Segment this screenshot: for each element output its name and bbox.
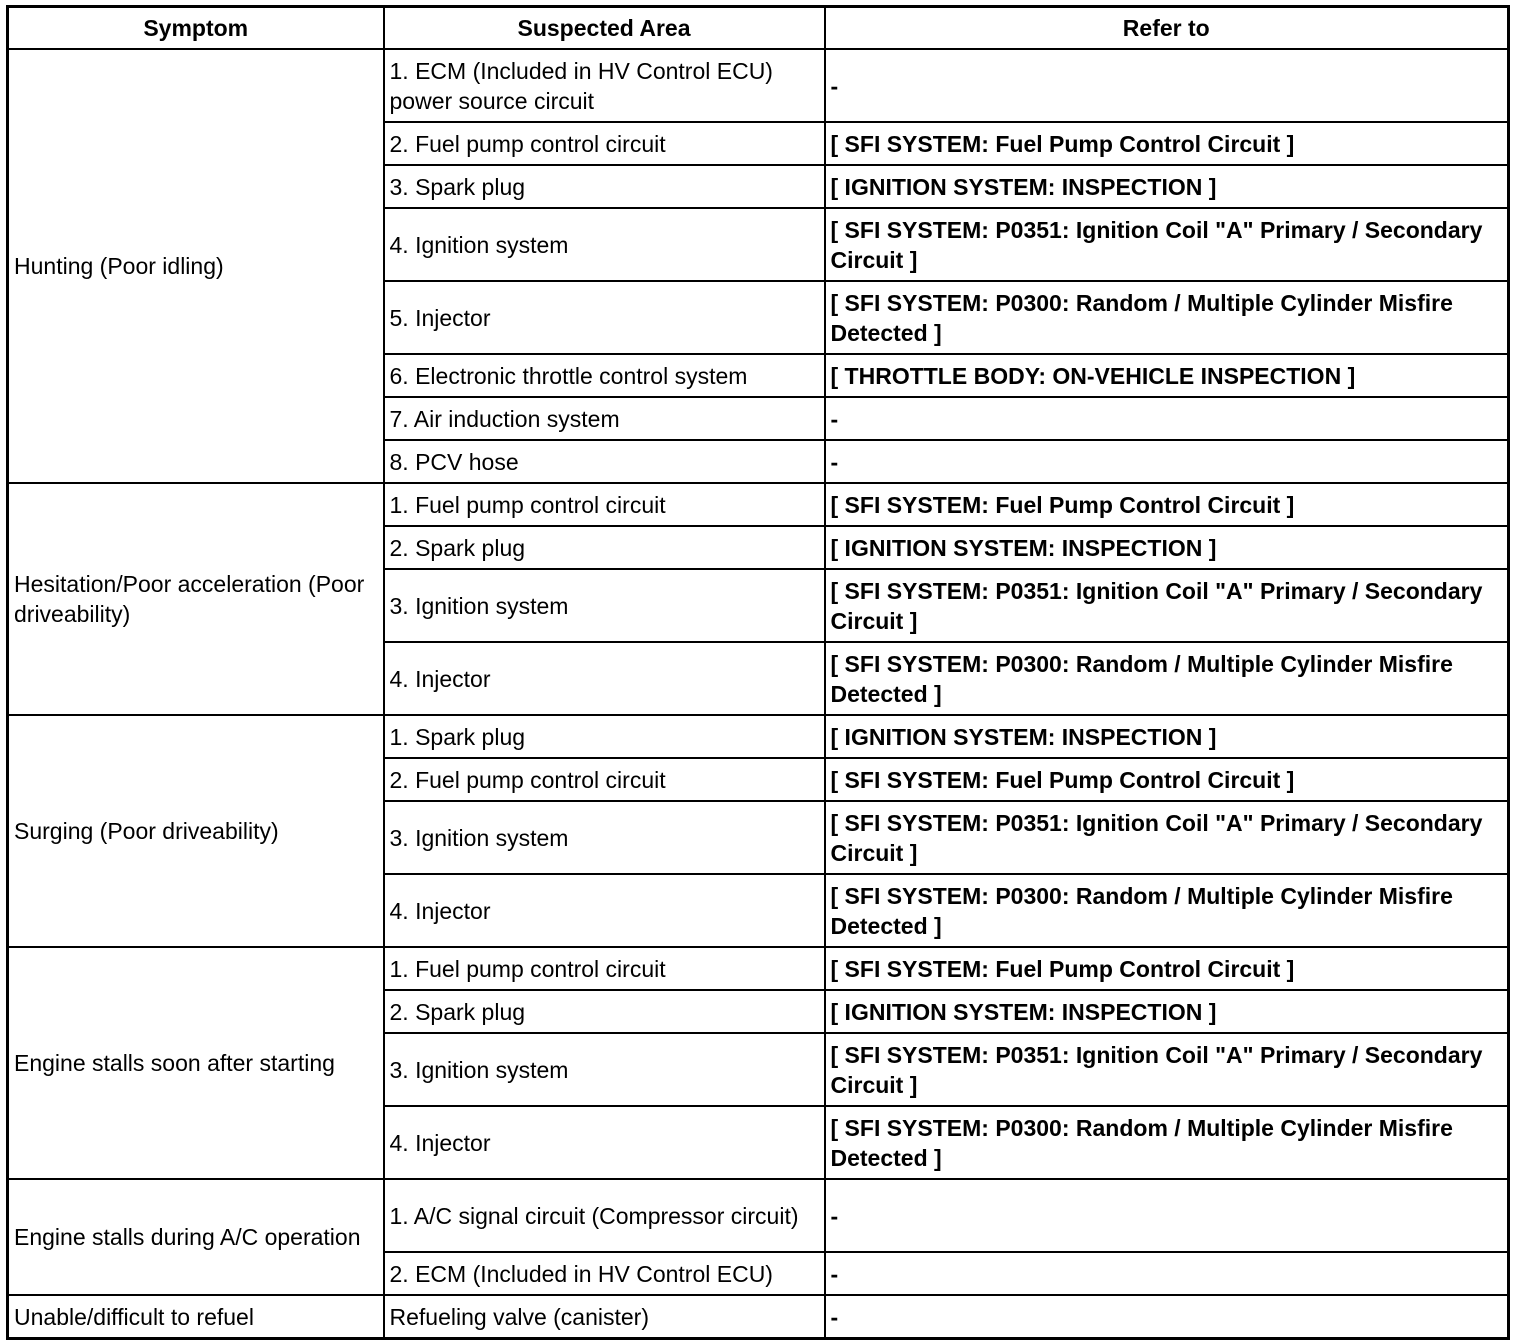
refer-to-link[interactable]: [ SFI SYSTEM: Fuel Pump Control Circuit ] [825, 122, 1509, 165]
table-row [8, 483, 1509, 526]
symptom-cell: Engine stalls during A/C operation [8, 1179, 384, 1295]
symptom-cell: Hunting (Poor idling) [8, 49, 384, 483]
refer-to-link[interactable]: [ IGNITION SYSTEM: INSPECTION ] [825, 165, 1509, 208]
suspected-area-cell: 4. Ignition system [384, 208, 825, 281]
refer-to-link[interactable]: [ THROTTLE BODY: ON-VEHICLE INSPECTION ] [825, 354, 1509, 397]
suspected-area-cell: 3. Spark plug [384, 165, 825, 208]
troubleshooting-table-container [6, 5, 1510, 1340]
refer-to-link[interactable]: [ SFI SYSTEM: P0300: Random / Multiple Cylinder Misfire Detected ] [825, 1106, 1509, 1179]
refer-to-link[interactable]: [ SFI SYSTEM: P0351: Ignition Coil "A" Primary / Secondary Circuit ] [825, 208, 1509, 281]
refer-to-link[interactable]: [ SFI SYSTEM: P0351: Ignition Coil "A" Primary / Secondary Circuit ] [825, 801, 1509, 874]
suspected-area-cell: 4. Injector [384, 874, 825, 947]
refer-to-link[interactable]: [ SFI SYSTEM: P0300: Random / Multiple Cylinder Misfire Detected ] [825, 281, 1509, 354]
suspected-area-cell: 2. Fuel pump control circuit [384, 758, 825, 801]
refer-to-cell: - [825, 440, 1509, 483]
table-row [8, 947, 1509, 990]
header-symptom: Symptom [8, 7, 384, 50]
symptom-table [6, 5, 1510, 1340]
symptom-cell: Unable/difficult to refuel [8, 1295, 384, 1339]
suspected-area-cell: 6. Electronic throttle control system [384, 354, 825, 397]
header-refer-to: Refer to [825, 7, 1509, 50]
suspected-area-cell: 4. Injector [384, 1106, 825, 1179]
suspected-area-cell: 1. Fuel pump control circuit [384, 483, 825, 526]
suspected-area-cell: 5. Injector [384, 281, 825, 354]
suspected-area-cell: Refueling valve (canister) [384, 1295, 825, 1339]
refer-to-link[interactable]: [ IGNITION SYSTEM: INSPECTION ] [825, 526, 1509, 569]
suspected-area-cell: 1. Fuel pump control circuit [384, 947, 825, 990]
refer-to-link[interactable]: [ SFI SYSTEM: Fuel Pump Control Circuit ] [825, 758, 1509, 801]
suspected-area-cell: 3. Ignition system [384, 569, 825, 642]
header-suspected-area: Suspected Area [384, 7, 825, 50]
suspected-area-cell: 1. ECM (Included in HV Control ECU) power source circuit [384, 49, 825, 122]
table-row [8, 49, 1509, 122]
refer-to-cell: - [825, 1179, 1509, 1252]
suspected-area-cell: 2. Fuel pump control circuit [384, 122, 825, 165]
refer-to-link[interactable]: [ SFI SYSTEM: Fuel Pump Control Circuit ] [825, 947, 1509, 990]
refer-to-link[interactable]: [ SFI SYSTEM: P0351: Ignition Coil "A" Primary / Secondary Circuit ] [825, 1033, 1509, 1106]
refer-to-cell: - [825, 49, 1509, 122]
symptom-cell: Engine stalls soon after starting [8, 947, 384, 1179]
suspected-area-cell: 7. Air induction system [384, 397, 825, 440]
suspected-area-cell: 8. PCV hose [384, 440, 825, 483]
table-row [8, 1179, 1509, 1252]
header-row [8, 7, 1509, 50]
suspected-area-cell: 2. ECM (Included in HV Control ECU) [384, 1252, 825, 1295]
suspected-area-cell: 2. Spark plug [384, 990, 825, 1033]
refer-to-cell: - [825, 1295, 1509, 1339]
suspected-area-cell: 2. Spark plug [384, 526, 825, 569]
refer-to-link[interactable]: [ SFI SYSTEM: P0300: Random / Multiple Cylinder Misfire Detected ] [825, 642, 1509, 715]
refer-to-link[interactable]: [ IGNITION SYSTEM: INSPECTION ] [825, 990, 1509, 1033]
suspected-area-cell: 4. Injector [384, 642, 825, 715]
symptom-cell: Hesitation/Poor acceleration (Poor driveability) [8, 483, 384, 715]
refer-to-link[interactable]: [ SFI SYSTEM: P0300: Random / Multiple Cylinder Misfire Detected ] [825, 874, 1509, 947]
refer-to-link[interactable]: [ IGNITION SYSTEM: INSPECTION ] [825, 715, 1509, 758]
table-row [8, 1295, 1509, 1339]
refer-to-cell: - [825, 1252, 1509, 1295]
suspected-area-cell: 1. Spark plug [384, 715, 825, 758]
suspected-area-cell: 1. A/C signal circuit (Compressor circuit) [384, 1179, 825, 1252]
refer-to-link[interactable]: [ SFI SYSTEM: P0351: Ignition Coil "A" Primary / Secondary Circuit ] [825, 569, 1509, 642]
table-row [8, 715, 1509, 758]
suspected-area-cell: 3. Ignition system [384, 1033, 825, 1106]
refer-to-cell: - [825, 397, 1509, 440]
suspected-area-cell: 3. Ignition system [384, 801, 825, 874]
refer-to-link[interactable]: [ SFI SYSTEM: Fuel Pump Control Circuit ] [825, 483, 1509, 526]
symptom-cell: Surging (Poor driveability) [8, 715, 384, 947]
